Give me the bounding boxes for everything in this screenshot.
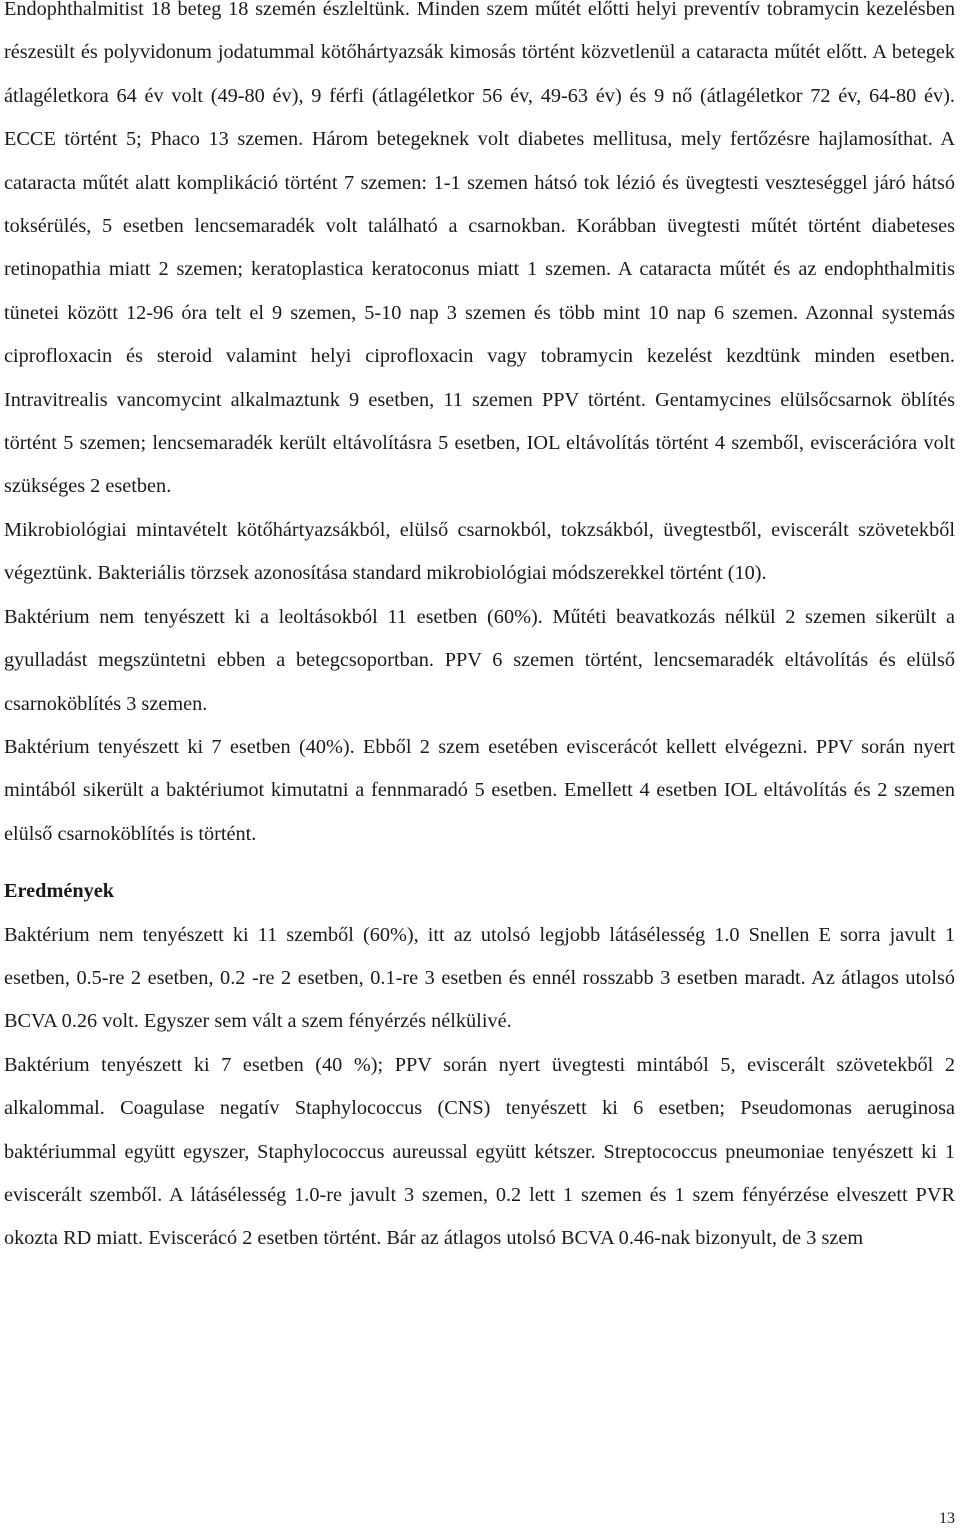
negative-culture-paragraph: Baktérium nem tenyészett ki a leoltásokból 11 esetben (60%). Műtéti beavatkozás nélkül 2 szemen sikerült a gyulladást megszüntetni ebben a betegcsoportban. PPV 6 szemen történt, lencsemaradék eltávolítás és elülső csarnoköblítés 3 szemen. (4, 605, 955, 715)
methods-paragraph: Endophthalmitist 18 beteg 18 szemén észleltünk. Minden szem műtét előtti helyi preventív tobramycin kezelésben részesült és polyvidonum jodatummal kötőhártyazsák kimosás történt közvetlenül a cataracta műtét előtt. A betegek átlagéletkora 64 év volt (49-80 év), 9 férfi (átlagéletkor 56 év, 49-63 év) és 9 nő (átlagéletkor 72 év, 64-80 év). ECCE történt 5; Phaco 13 szemen. Három betegeknek volt diabetes mellitusa, mely fertőzésre hajlamosíthat. A cataracta műtét alatt komplikáció történt 7 szemen: 1-1 szemen hátsó tok lézió és üvegtesti veszteséggel járó hátsó toksérülés, 5 esetben lencsemaradék volt található a csarnokban. Korábban üvegtesti műtét történt diabeteses retinopathia miatt 2 szemen; keratoplastica keratoconus miatt 1 szemen. A cataracta műtét és az endophthalmitis tünetei között 12-96 óra telt el 9 szemen, 5-10 nap 3 szemen és több mint 10 nap 6 szemen. Azonnal systemás ciprofloxacin és steroid valamint helyi ciprofloxacin vagy tobramycin kezelést kezdtünk minden esetben. Intravitrealis vancomycint alkalmaztunk 9 esetben, 11 szemen PPV történt. Gentamycines elülsőcsarnok öblítés történt 5 szemen; lencsemaradék került eltávolításra 5 esetben, IOL eltávolítás történt 4 szemből, eviscerációra volt szükséges 2 esetben. (4, 0, 955, 498)
page-number: 13 (939, 1510, 955, 1527)
results-paragraph-2: Baktérium tenyészett ki 7 esetben (40 %); PPV során nyert üvegtesti mintából 5, eviscerált szövetekből 2 alkalommal. Coagulase negatív Staphylococcus (CNS) tenyészett ki 6 esetben; Pseudomonas aeruginosa baktériummal együtt egyszer, Staphylococcus aureussal együtt kétszer. Streptococcus pneumoniae tenyészett ki 1 eviscerált szemből. A látásélesség 1.0-re javult 3 szemen, 0.2 lett 1 szemen és 1 szem fényérzése elveszett PVR okozta RD miatt. Eviscerácó 2 esetben történt. Bár az átlagos utolsó BCVA 0.46-nak bizonyult, de 3 szem (4, 1053, 955, 1250)
positive-culture-paragraph: Baktérium tenyészett ki 7 esetben (40%). Ebből 2 szem esetében eviscerácót kellett elvégezni. PPV során nyert mintából sikerült a baktériumot kimutatni a fennmaradó 5 esetben. Emellett 4 esetben IOL eltávolítás és 2 szemen elülső csarnoköblítés is történt. (4, 735, 955, 845)
results-paragraph-1: Baktérium nem tenyészett ki 11 szemből (60%), itt az utolsó legjobb látásélesség 1.0 Snellen E sorra javult 1 esetben, 0.5-re 2 esetben, 0.2 -re 2 esetben, 0.1-re 3 esetben és ennél rosszabb 3 esetben maradt. Az átlagos utolsó BCVA 0.26 volt. Egyszer sem vált a szem fényérzés nélkülivé. (4, 923, 955, 1033)
microbiology-paragraph: Mikrobiológiai mintavételt kötőhártyazsákból, elülső csarnokból, tokzsákból, üvegtestből, eviscerált szövetekből végeztünk. Bakteriális törzsek azonosítása standard mikrobiológiai módszerekkel történt (10). (4, 518, 955, 585)
document-page (4, 0, 955, 1261)
results-heading: Eredmények (4, 880, 115, 903)
